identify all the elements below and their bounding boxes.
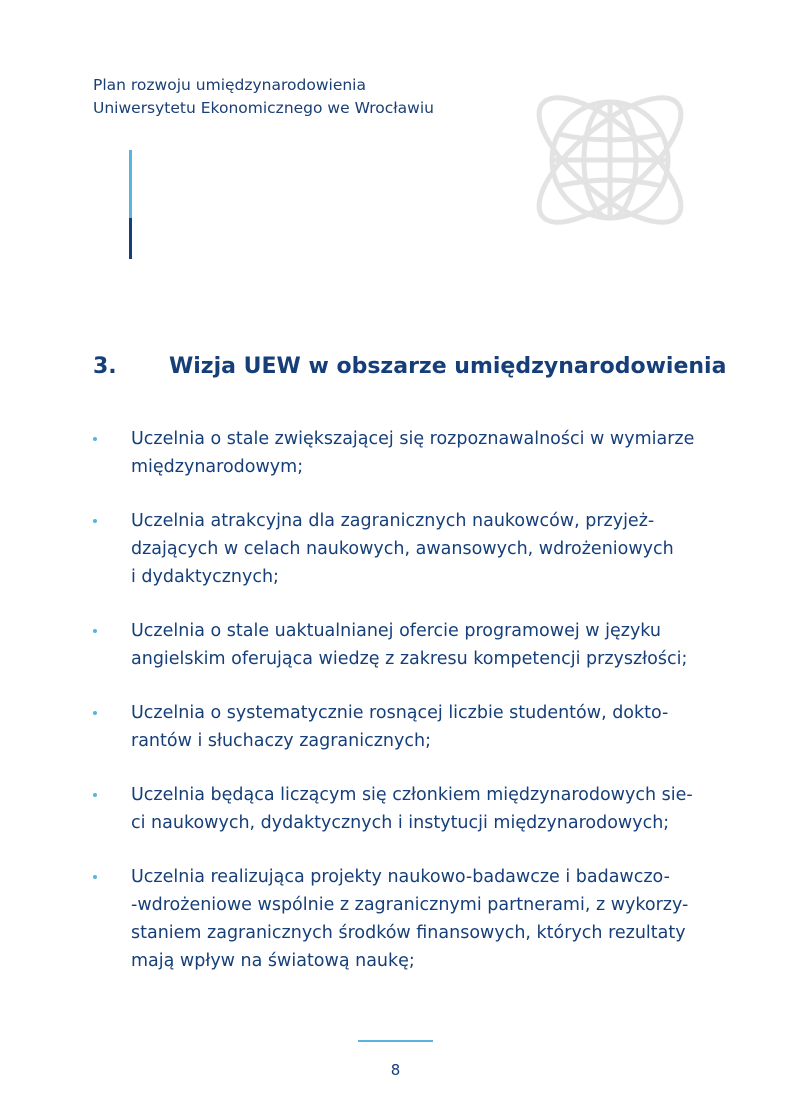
header-line-2: Uniwersytetu Ekonomicznego we Wrocławiu	[93, 99, 434, 117]
accent-bar-light	[129, 150, 132, 218]
item-line: mają wpływ na światową naukę;	[131, 951, 415, 971]
list-item	[93, 781, 713, 837]
running-header	[93, 74, 434, 120]
item-line: Uczelnia o stale uaktualnianej ofercie programowej w języku	[131, 621, 661, 641]
item-line: Uczelnia o stale zwiększającej się rozpoznawalności w wymiarze	[131, 429, 695, 449]
item-line: międzynarodowym;	[131, 457, 304, 477]
bullet-icon	[93, 711, 97, 715]
item-line: ci naukowych, dydaktycznych i instytucji międzynarodowych;	[131, 813, 670, 833]
bullet-icon	[93, 519, 97, 523]
list-item	[93, 425, 713, 481]
item-line: Uczelnia realizująca projekty naukowo-badawcze i badawczo-	[131, 867, 670, 887]
list-item	[93, 617, 713, 673]
item-line: rantów i słuchaczy zagranicznych;	[131, 731, 431, 751]
section-heading	[93, 352, 733, 382]
header-line-1: Plan rozwoju umiędzynarodowienia	[93, 76, 366, 94]
section-title: Wizja UEW w obszarze umiędzynarodowienia	[169, 354, 727, 379]
item-line: -wdrożeniowe wspólnie z zagranicznymi partnerami, z wykorzy-	[131, 895, 689, 915]
item-line: Uczelnia o systematycznie rosnącej liczbie studentów, dokto-	[131, 703, 669, 723]
page-number: 8	[390, 1061, 401, 1079]
section-number: 3.	[93, 354, 117, 379]
accent-bar-dark	[129, 218, 132, 259]
footer-rule	[358, 1040, 433, 1042]
item-line: Uczelnia będąca liczącym się członkiem międzynarodowych sie-	[131, 785, 693, 805]
bullet-icon	[93, 629, 97, 633]
item-line: staniem zagranicznych środków finansowych, których rezultaty	[131, 923, 686, 943]
list-item	[93, 507, 713, 591]
vision-list	[93, 425, 713, 975]
bullet-icon	[93, 437, 97, 441]
item-line: angielskim oferująca wiedzę z zakresu kompetencji przyszłości;	[131, 649, 688, 669]
globe-orbit-icon	[520, 72, 700, 247]
item-line: dzających w celach naukowych, awansowych, wdrożeniowych	[131, 539, 674, 559]
bullet-icon	[93, 875, 97, 879]
list-item	[93, 863, 713, 975]
bullet-icon	[93, 793, 97, 797]
list-item	[93, 699, 713, 755]
item-line: i dydaktycznych;	[131, 567, 279, 587]
item-line: Uczelnia atrakcyjna dla zagranicznych naukowców, przyjeż-	[131, 511, 655, 531]
